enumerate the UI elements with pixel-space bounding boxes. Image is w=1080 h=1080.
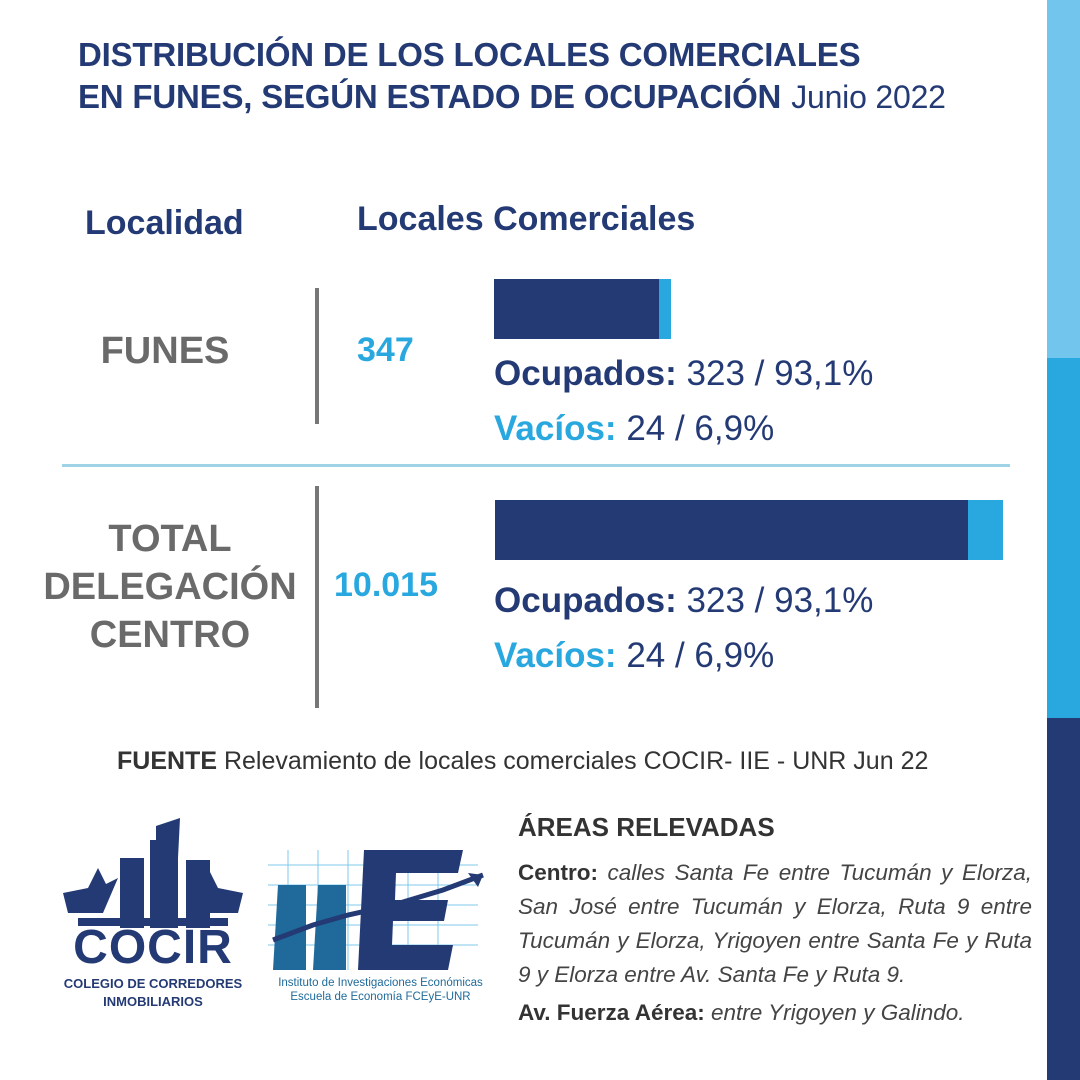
cocir-sub-2: INMOBILIARIOS: [103, 994, 203, 1009]
header-localidad: Localidad: [85, 204, 244, 242]
stripe-middle: [1047, 358, 1080, 718]
source-note: [117, 747, 928, 776]
row-total-occupied: [494, 581, 873, 621]
stripe-top: [1047, 0, 1080, 358]
areas-fuerza-label: Av. Fuerza Aérea:: [518, 1000, 705, 1025]
row-total-name-line-3: CENTRO: [89, 614, 251, 656]
row-total-divider: [315, 486, 319, 708]
row-funes-bar-occupied: [494, 279, 659, 339]
areas-description: [518, 856, 1032, 1034]
iie-sub-2: Escuela de Economía FCEyE-UNR: [290, 991, 471, 1003]
row-total-total: 10.015: [334, 566, 438, 604]
row-funes-total: 347: [357, 331, 414, 369]
row-funes-name: [60, 327, 270, 375]
row-funes-occupied-value: 323 / 93,1%: [686, 354, 874, 393]
row-funes-empty: [494, 409, 774, 449]
row-funes-occupied-label: Ocupados:: [494, 354, 677, 393]
title-line-1: DISTRIBUCIÓN DE LOS LOCALES COMERCIALES: [78, 36, 861, 73]
row-funes-bar: [494, 279, 671, 339]
row-funes-empty-label: Vacíos:: [494, 409, 617, 448]
row-funes-occupied: [494, 354, 873, 394]
row-total-occupied-label: Ocupados:: [494, 581, 677, 620]
row-total-empty: [494, 636, 774, 676]
row-total-bar: [495, 500, 1003, 560]
cocir-sub-1: COLEGIO DE CORREDORES: [63, 976, 243, 991]
iie-logo: [268, 845, 493, 1010]
areas-centro-label: Centro:: [518, 860, 598, 885]
stripe-bottom: [1047, 718, 1080, 1080]
row-total-name: [30, 515, 310, 659]
title-date: Junio 2022: [791, 79, 946, 115]
row-funes-empty-value: 24 / 6,9%: [626, 409, 775, 448]
row-total-occupied-value: 323 / 93,1%: [686, 581, 874, 620]
row-funes-divider: [315, 288, 319, 424]
row-separator: [62, 464, 1010, 467]
areas-fuerza-text: entre Yrigoyen y Galindo.: [711, 1000, 965, 1025]
iie-graph-icon: [268, 845, 493, 975]
source-text: Relevamiento de locales comerciales COCIR- IIE - UNR Jun 22: [223, 747, 929, 775]
source-label: FUENTE: [117, 747, 217, 775]
iie-sub-1: Instituto de Investigaciones Económicas: [278, 977, 483, 989]
page-title: [78, 34, 946, 118]
cocir-name: COCIR: [73, 921, 233, 974]
row-funes-name-line: FUNES: [100, 330, 230, 372]
cocir-logo: [58, 818, 248, 1014]
row-total-name-line-2: DELEGACIÓN: [43, 566, 297, 608]
areas-title: ÁREAS RELEVADAS: [518, 812, 775, 842]
row-total-empty-value: 24 / 6,9%: [626, 636, 775, 675]
row-total-empty-label: Vacíos:: [494, 636, 617, 675]
title-line-2: EN FUNES, SEGÚN ESTADO DE OCUPACIÓN: [78, 78, 782, 115]
row-total-bar-occupied: [495, 500, 968, 560]
row-total-name-line-1: TOTAL: [108, 518, 232, 560]
header-locales-comerciales: Locales Comerciales: [357, 200, 696, 238]
areas-centro-text: calles Santa Fe entre Tucumán y Elorza, San José entre Tucumán y Elorza, Ruta 9 entre Tucumán y Elorza, Yrigoyen entre Santa Fe y Ruta 9 y Elorza entre Av. Santa Fe y Ruta 9.: [518, 860, 1032, 987]
